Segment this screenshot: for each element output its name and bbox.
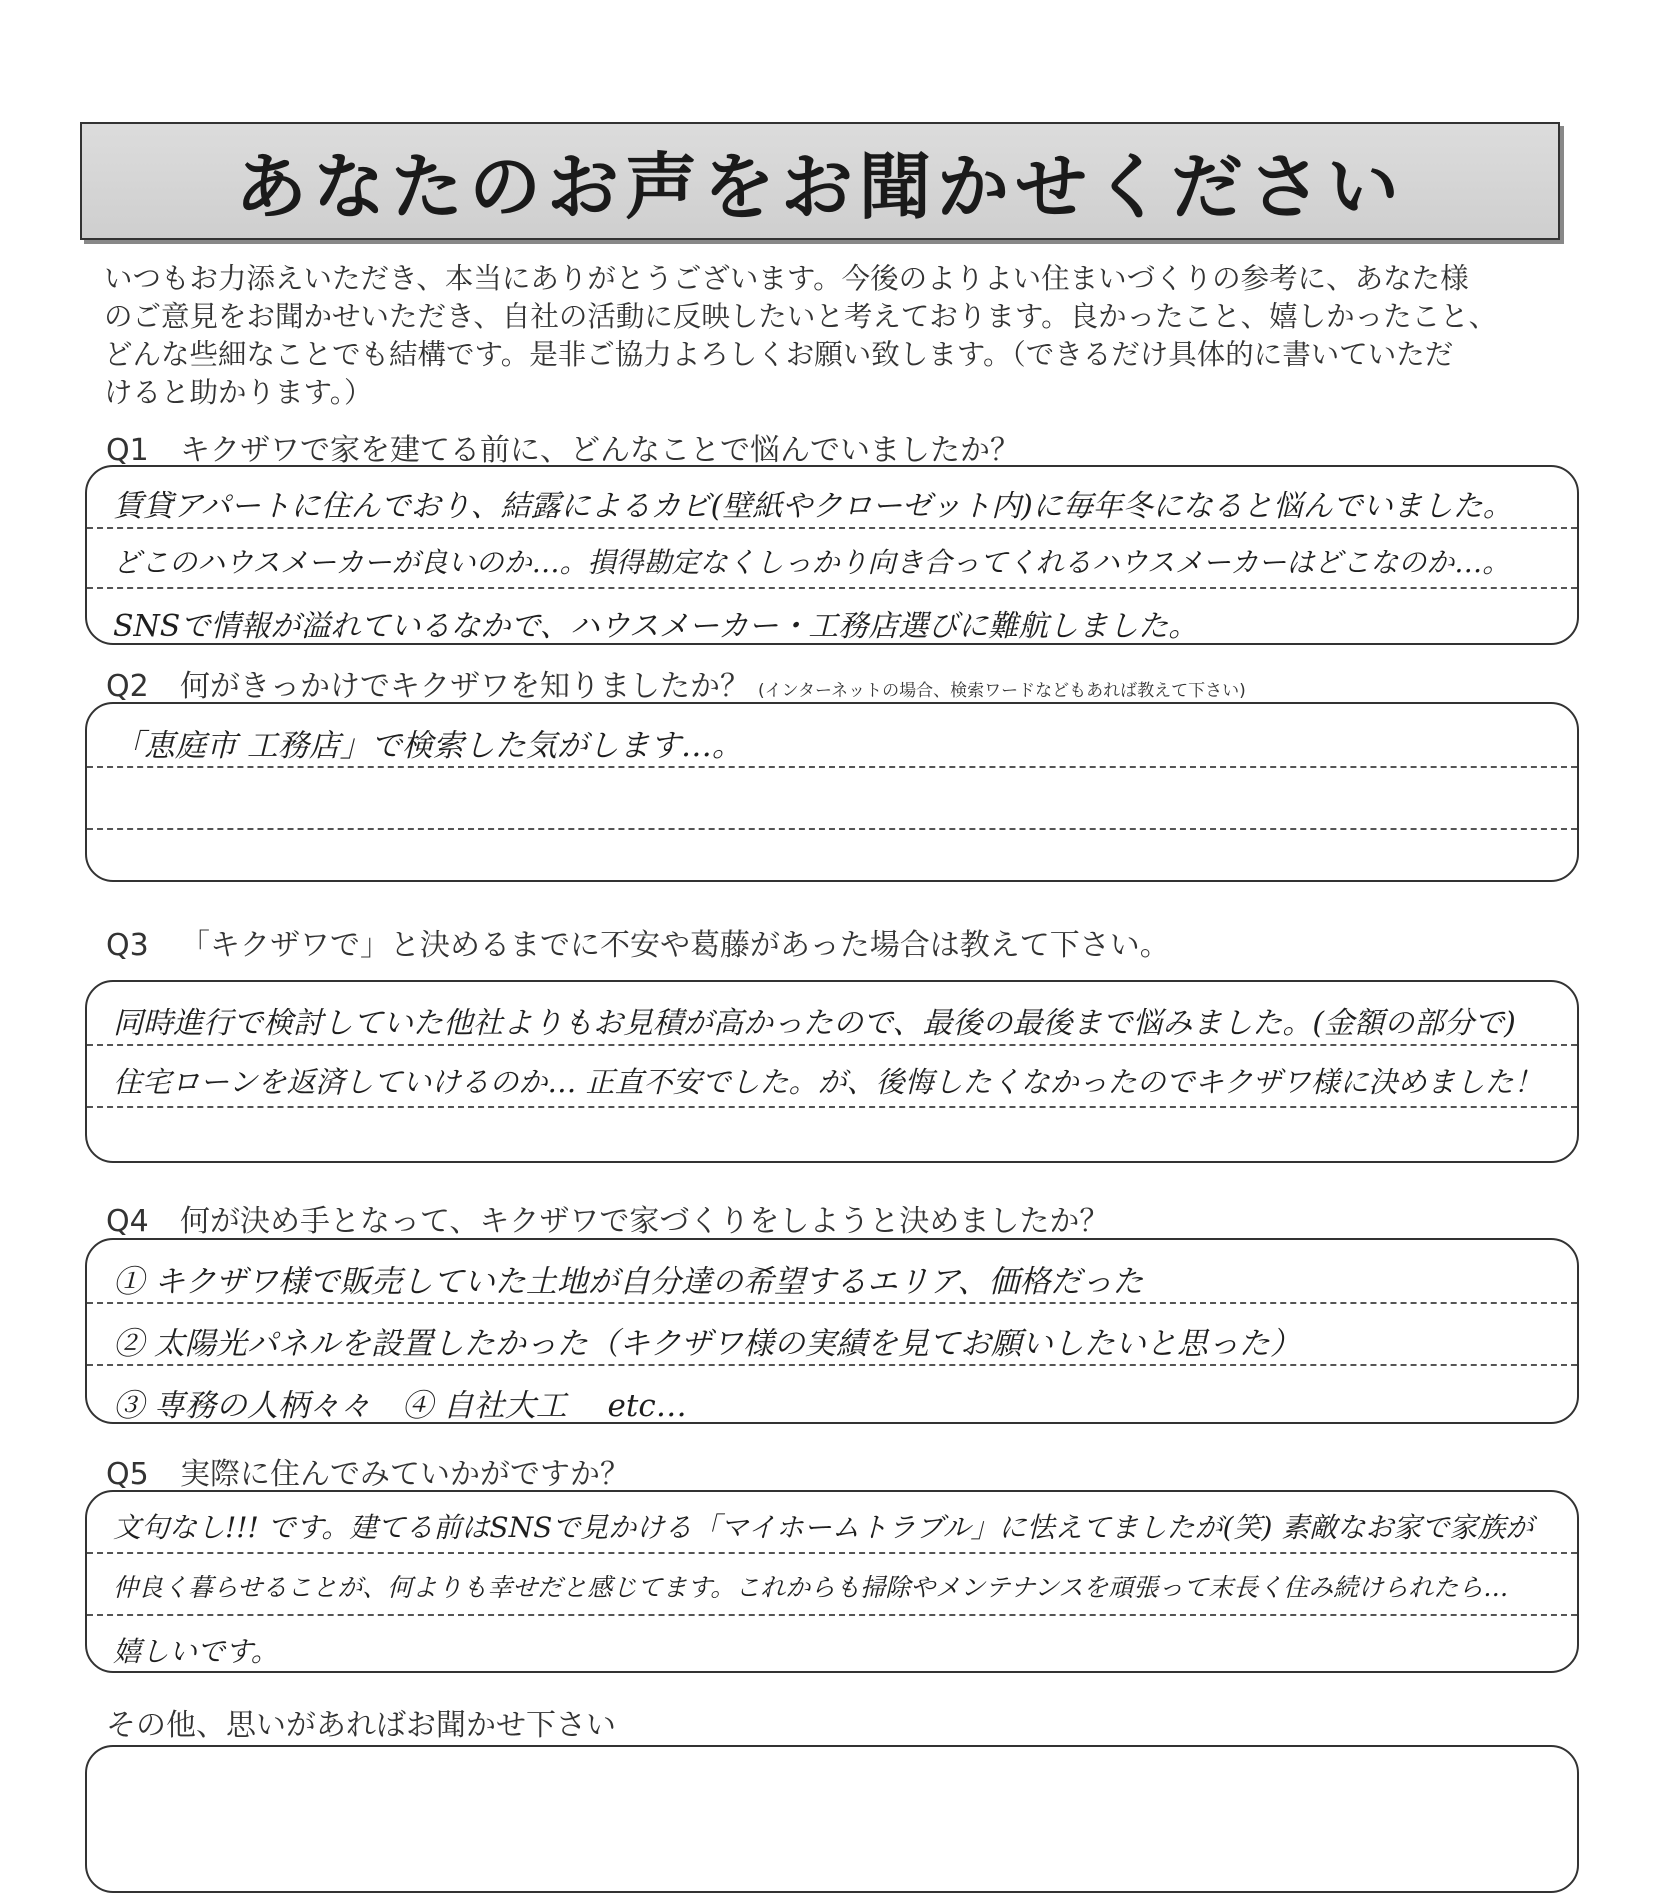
question-number: Q2 (106, 669, 149, 704)
other-question (106, 1700, 616, 1744)
answer-line: SNSで情報が溢れているなかで、ハウスメーカー・工務店選びに難航しました。 (113, 609, 1199, 644)
answer-box-5[interactable] (85, 1490, 1579, 1673)
answer-line: どこのハウスメーカーが良いのか…。損得勘定なくしっかり向き合ってくれるハウスメーカーはどこなのか…。 (113, 546, 1511, 579)
dashed-line (87, 1614, 1577, 1616)
answer-box-2[interactable] (85, 702, 1579, 882)
question-text: キクザワで家を建てる前に、どんなことで悩んでいましたか？ (180, 433, 1020, 468)
answer-line: 「恵庭市 工務店」で検索した気がします…。 (113, 728, 743, 764)
question-3 (106, 920, 1170, 964)
question-1 (106, 425, 1020, 469)
answer-line: 嬉しいです。 (113, 1635, 279, 1668)
answer-line: 賃貸アパートに住んでおり、結露によるカビ(壁紙やクローゼット内)に毎年冬になると悩んでいました。 (113, 489, 1513, 524)
question-2 (106, 661, 1246, 705)
question-number: Q3 (106, 928, 149, 963)
question-4 (106, 1196, 1109, 1240)
title-banner (80, 122, 1560, 240)
dashed-line (87, 1364, 1577, 1366)
question-note: (インターネットの場合、検索ワードなどもあれば教えて下さい) (758, 681, 1246, 701)
answer-line: ① キクザワ様で販売していた土地が自分達の希望するエリア、価格だった (113, 1264, 1144, 1300)
question-text: その他、思いがあればお聞かせ下さい (106, 1708, 616, 1743)
question-text: 「キクザワで」と決めるまでに不安や葛藤があった場合は教えて下さい。 (180, 928, 1170, 963)
dashed-line (87, 1302, 1577, 1304)
dashed-line (87, 587, 1577, 589)
answer-line: 住宅ローンを返済していけるのか… 正直不安でした。が、後悔したくなかったのでキクザワ様に決めました！ (113, 1065, 1543, 1099)
answer-line: 同時進行で検討していた他社よりもお見積が高かったので、最後の最後まで悩みました。(金額の部分で) (113, 1006, 1516, 1041)
question-number: Q1 (106, 433, 149, 468)
answer-box-1[interactable] (85, 465, 1579, 645)
answer-line: 仲良く暮らせることが、何よりも幸せだと感じてます。これからも掃除やメンテナンスを頑張って末長く住み続けられたら… (113, 1573, 1509, 1602)
question-text: 実際に住んでみていかがですか？ (180, 1457, 630, 1492)
answer-line: ② 太陽光パネルを設置したかった（キクザワ様の実績を見てお願いしたいと思った） (113, 1326, 1301, 1362)
answer-line: 文句なし!!! です。建てる前はSNSで見かける「マイホームトラブル」に怯えてましたが(笑) 素敵なお家で家族が (113, 1511, 1534, 1544)
question-5 (106, 1449, 630, 1493)
question-number: Q5 (106, 1457, 149, 1492)
answer-box-4[interactable] (85, 1238, 1579, 1424)
dashed-line (87, 766, 1577, 768)
dashed-line (87, 1044, 1577, 1046)
dashed-line (87, 1552, 1577, 1554)
dashed-line (87, 1106, 1577, 1108)
intro-text: いつもお力添えいただき、本当にありがとうございます。今後のよりよい住まいづくりの参考に、あなた様 のご意見をお聞かせいただき、自社の活動に反映したいと考えております。良かったこと、嬉しかったこと、 どんな些細なことでも結構です。是非ご協力よろしくお願い致します。（できるだけ具体的に書いていただ けると助かります。） (104, 262, 1498, 409)
dashed-line (87, 828, 1577, 830)
answer-box-3[interactable] (85, 980, 1579, 1163)
answer-box-other[interactable] (85, 1745, 1579, 1893)
question-text: 何がきっかけでキクザワを知りましたか？ (180, 669, 750, 704)
question-text: 何が決め手となって、キクザワで家づくりをしようと決めましたか？ (180, 1204, 1110, 1239)
dashed-line (87, 527, 1577, 529)
answer-line: ③ 専務の人柄々々 ④ 自社大工 etc… (113, 1388, 687, 1424)
page-title: あなたのお声をお聞かせください (234, 145, 1405, 229)
question-number: Q4 (106, 1204, 149, 1239)
